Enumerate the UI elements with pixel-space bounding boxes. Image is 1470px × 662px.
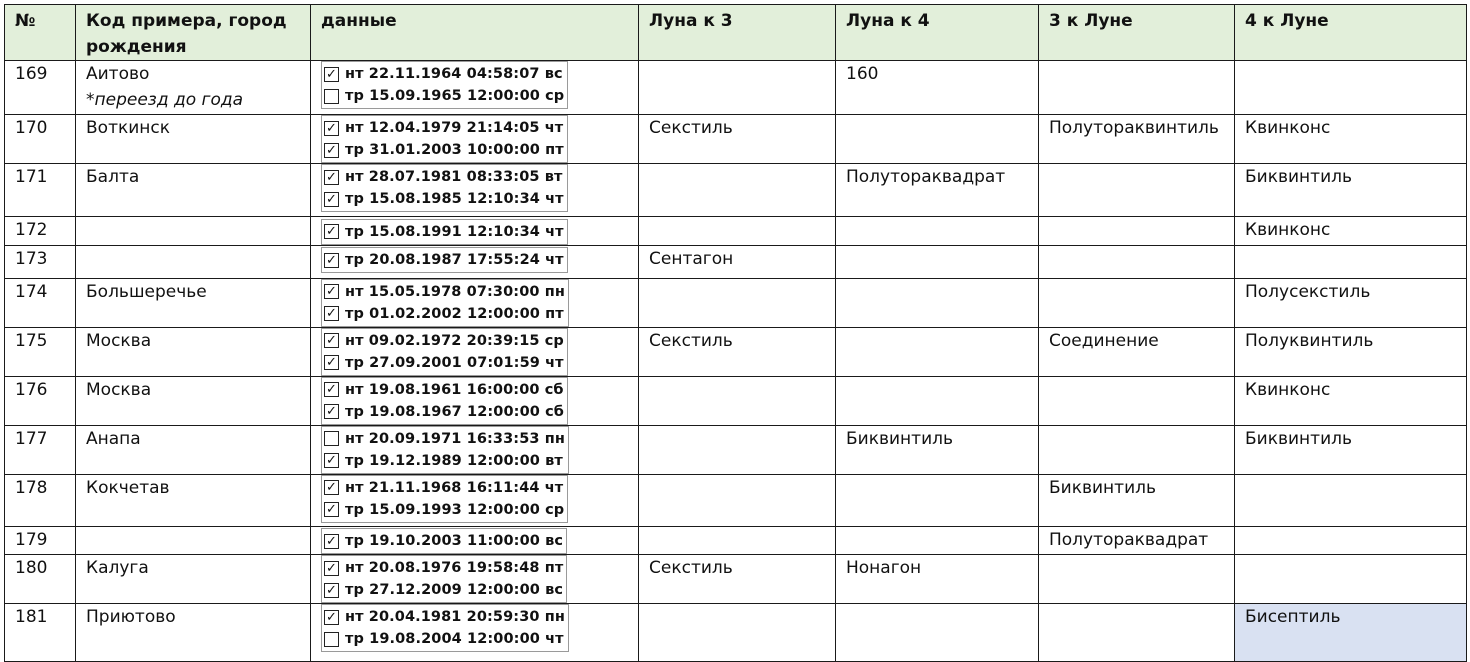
city-cell	[76, 425, 311, 474]
table-row	[5, 376, 1467, 425]
city-cell	[76, 376, 311, 425]
city-cell	[76, 245, 311, 278]
four-to-moon-cell	[1235, 61, 1467, 115]
row-number: 178	[5, 474, 76, 526]
four-to-moon-cell	[1235, 245, 1467, 278]
table-row	[5, 526, 1467, 555]
header-row	[5, 5, 1467, 61]
checkbox-label: тр 19.12.1989 12:00:00 вт	[345, 452, 563, 469]
table-row	[5, 327, 1467, 376]
checkbox-group	[321, 164, 568, 212]
moon-to-4-cell	[836, 115, 1039, 164]
three-to-moon-cell	[1039, 61, 1235, 115]
checkbox-checked-icon[interactable]: ✓	[326, 306, 337, 321]
checkbox-label: тр 19.10.2003 11:00:00 вс	[345, 533, 564, 549]
checkbox-row[interactable]	[324, 379, 564, 401]
checkbox-group	[321, 377, 568, 425]
checkbox-label: нт 09.02.1972 20:39:15 ср	[345, 332, 564, 349]
checkbox-unchecked-icon[interactable]	[324, 632, 339, 647]
checkbox-label: тр 15.09.1993 12:00:00 ср	[345, 501, 565, 518]
checkbox-group	[321, 528, 567, 554]
checkbox-checked-icon[interactable]: ✓	[326, 582, 337, 598]
checkbox-label: тр 31.01.2003 10:00:00 пт	[345, 142, 564, 158]
checkbox-checked-icon[interactable]: ✓	[326, 120, 337, 136]
checkbox-group	[321, 61, 568, 109]
checkbox-row[interactable]	[324, 303, 565, 325]
moon-to-4-cell	[836, 526, 1039, 555]
four-to-moon-cell: Бисептиль	[1235, 604, 1467, 662]
data-cell	[311, 164, 639, 217]
three-to-moon-cell	[1039, 425, 1235, 474]
checkbox-checked-icon[interactable]: ✓	[326, 191, 337, 207]
city-name: Калуга	[86, 558, 149, 578]
moon-to-3-cell	[639, 604, 836, 662]
moon-to-4-cell	[836, 217, 1039, 246]
checkbox-row[interactable]	[324, 352, 564, 374]
checkbox-group	[321, 475, 568, 523]
moon-to-3-cell	[639, 425, 836, 474]
table-row	[5, 425, 1467, 474]
checkbox-label: тр 27.09.2001 07:01:59 чт	[345, 354, 564, 371]
checkbox-checked-icon[interactable]: ✓	[326, 382, 337, 397]
row-number: 171	[5, 164, 76, 217]
city-name: Кокчетав	[86, 477, 170, 498]
checkbox-row[interactable]	[324, 450, 565, 472]
header-4-to-moon: 4 к Луне	[1235, 5, 1467, 61]
moon-to-4-cell	[836, 327, 1039, 376]
checkbox-group	[321, 328, 568, 376]
row-number: 180	[5, 555, 76, 604]
city-cell	[76, 474, 311, 526]
checkbox-checked-icon[interactable]: ✓	[326, 224, 337, 239]
checkbox-label: нт 15.05.1978 07:30:00 пн	[345, 283, 565, 300]
data-cell	[311, 327, 639, 376]
checkbox-unchecked-icon[interactable]	[324, 431, 339, 446]
checkbox-label: нт 12.04.1979 21:14:05 чт	[345, 120, 564, 136]
header-moon-to-4: Луна к 4	[836, 5, 1039, 61]
three-to-moon-cell	[1039, 278, 1235, 327]
checkbox-row[interactable]	[324, 221, 564, 243]
moon-to-4-cell: 160	[836, 61, 1039, 115]
checkbox-label: тр 15.09.1965 12:00:00 ср	[345, 88, 565, 104]
table-row	[5, 245, 1467, 278]
moon-to-4-cell	[836, 376, 1039, 425]
city-name: Большеречье	[86, 281, 207, 302]
four-to-moon-cell	[1235, 555, 1467, 604]
row-number: 179	[5, 526, 76, 555]
checkbox-group	[321, 247, 568, 273]
moon-to-3-cell	[639, 278, 836, 327]
row-number: 173	[5, 245, 76, 278]
three-to-moon-cell	[1039, 245, 1235, 278]
checkbox-group	[321, 115, 568, 163]
moon-to-4-cell	[836, 604, 1039, 662]
data-cell	[311, 376, 639, 425]
moon-to-3-cell	[639, 526, 836, 555]
checkbox-row[interactable]	[324, 85, 564, 107]
checkbox-row[interactable]	[324, 401, 564, 423]
table-row	[5, 61, 1467, 115]
three-to-moon-cell	[1039, 555, 1235, 604]
moon-to-4-cell	[836, 245, 1039, 278]
checkbox-label: нт 21.11.1968 16:11:44 чт	[345, 479, 564, 496]
city-cell	[76, 278, 311, 327]
checkbox-row[interactable]	[324, 166, 564, 188]
city-cell	[76, 555, 311, 604]
data-cell	[311, 474, 639, 526]
checkbox-row[interactable]	[324, 139, 564, 161]
four-to-moon-cell: Биквинтиль	[1235, 164, 1467, 217]
four-to-moon-cell	[1235, 526, 1467, 555]
data-cell	[311, 555, 639, 604]
moon-to-4-cell	[836, 278, 1039, 327]
row-number: 175	[5, 327, 76, 376]
table-row	[5, 217, 1467, 246]
city-cell	[76, 526, 311, 555]
checkbox-row[interactable]	[324, 557, 563, 579]
city-name: Москва	[86, 330, 152, 351]
moon-to-4-cell	[836, 474, 1039, 526]
moon-to-4-cell: Полутораквадрат	[836, 164, 1039, 217]
four-to-moon-cell: Квинконс	[1235, 115, 1467, 164]
checkbox-checked-icon[interactable]: ✓	[326, 333, 337, 348]
city-note: *переезд до года	[86, 90, 244, 110]
checkbox-group	[321, 279, 569, 327]
checkbox-checked-icon[interactable]: ✓	[326, 252, 337, 268]
data-cell	[311, 245, 639, 278]
checkbox-row[interactable]	[324, 117, 564, 139]
checkbox-row[interactable]	[324, 628, 565, 650]
checkbox-label: нт 22.11.1964 04:58:07 вс	[345, 66, 563, 82]
city-cell	[76, 61, 311, 115]
checkbox-checked-icon[interactable]: ✓	[326, 142, 337, 158]
checkbox-row[interactable]	[324, 477, 564, 499]
checkbox-checked-icon[interactable]: ✓	[326, 533, 337, 549]
checkbox-checked-icon[interactable]: ✓	[326, 66, 337, 82]
row-number: 176	[5, 376, 76, 425]
table-row	[5, 278, 1467, 327]
row-number: 174	[5, 278, 76, 327]
moon-to-3-cell: Секстиль	[639, 555, 836, 604]
checkbox-checked-icon[interactable]: ✓	[326, 404, 337, 419]
data-cell	[311, 115, 639, 164]
data-cell	[311, 425, 639, 474]
moon-to-3-cell: Сентагон	[639, 245, 836, 278]
data-cell	[311, 604, 639, 662]
table-row	[5, 474, 1467, 526]
header-3-to-moon: 3 к Луне	[1039, 5, 1235, 61]
checkbox-label: тр 19.08.2004 12:00:00 чт	[345, 631, 564, 647]
checkbox-checked-icon[interactable]: ✓	[326, 453, 337, 468]
three-to-moon-cell: Полутораквинтиль	[1039, 115, 1235, 164]
checkbox-row[interactable]	[324, 63, 564, 85]
four-to-moon-cell: Биквинтиль	[1235, 425, 1467, 474]
checkbox-label: тр 20.08.1987 17:55:24 чт	[345, 252, 564, 268]
checkbox-group	[321, 219, 568, 245]
checkbox-label: тр 19.08.1967 12:00:00 сб	[345, 403, 565, 420]
checkbox-row[interactable]	[324, 606, 565, 628]
city-name: Балта	[86, 167, 140, 187]
four-to-moon-cell	[1235, 474, 1467, 526]
city-name: Приютово	[86, 607, 176, 627]
three-to-moon-cell	[1039, 376, 1235, 425]
city-name: Анапа	[86, 428, 141, 449]
checkbox-label: тр 27.12.2009 12:00:00 вс	[345, 582, 564, 598]
data-cell	[311, 526, 639, 555]
moon-to-3-cell: Секстиль	[639, 327, 836, 376]
row-number: 172	[5, 217, 76, 246]
checkbox-label: нт 28.07.1981 08:33:05 вт	[345, 169, 563, 185]
checkbox-group	[321, 555, 567, 603]
checkbox-label: тр 15.08.1985 12:10:34 чт	[345, 191, 564, 207]
three-to-moon-cell: Полутораквадрат	[1039, 526, 1235, 555]
data-cell	[311, 61, 639, 115]
checkbox-label: нт 20.04.1981 20:59:30 пн	[345, 609, 565, 625]
row-number: 169	[5, 61, 76, 115]
four-to-moon-cell: Квинконс	[1235, 217, 1467, 246]
city-cell	[76, 115, 311, 164]
four-to-moon-cell: Квинконс	[1235, 376, 1467, 425]
city-name: Воткинск	[86, 118, 171, 138]
table-row	[5, 604, 1467, 662]
city-name: Аитово	[86, 64, 150, 84]
checkbox-row[interactable]	[324, 330, 564, 352]
moon-to-3-cell	[639, 61, 836, 115]
checkbox-checked-icon[interactable]: ✓	[326, 502, 337, 517]
checkbox-checked-icon[interactable]: ✓	[326, 609, 337, 625]
row-number: 177	[5, 425, 76, 474]
three-to-moon-cell: Биквинтиль	[1039, 474, 1235, 526]
table-row	[5, 555, 1467, 604]
checkbox-row[interactable]	[324, 428, 565, 450]
checkbox-group	[321, 426, 569, 474]
checkbox-checked-icon[interactable]: ✓	[326, 284, 337, 299]
moon-to-4-cell: Нонагон	[836, 555, 1039, 604]
data-cell	[311, 278, 639, 327]
moon-to-3-cell	[639, 474, 836, 526]
checkbox-label: нт 20.09.1971 16:33:53 пн	[345, 430, 565, 447]
three-to-moon-cell	[1039, 604, 1235, 662]
checkbox-row[interactable]	[324, 579, 563, 601]
header-number: №	[5, 5, 76, 61]
checkbox-checked-icon[interactable]: ✓	[326, 169, 337, 185]
aspects-table	[4, 4, 1467, 662]
city-cell	[76, 217, 311, 246]
city-cell	[76, 164, 311, 217]
checkbox-row[interactable]	[324, 499, 564, 521]
table-row	[5, 164, 1467, 217]
three-to-moon-cell: Соединение	[1039, 327, 1235, 376]
checkbox-label: нт 19.08.1961 16:00:00 сб	[345, 381, 564, 398]
city-cell	[76, 327, 311, 376]
four-to-moon-cell: Полусекстиль	[1235, 278, 1467, 327]
three-to-moon-cell	[1039, 217, 1235, 246]
moon-to-3-cell	[639, 376, 836, 425]
checkbox-row[interactable]	[324, 188, 564, 210]
checkbox-unchecked-icon[interactable]	[324, 89, 339, 104]
header-code-city: Код примера, город рождения	[76, 5, 311, 61]
checkbox-checked-icon[interactable]: ✓	[326, 355, 337, 370]
checkbox-label: тр 01.02.2002 12:00:00 пт	[345, 305, 564, 322]
checkbox-row[interactable]	[324, 281, 565, 303]
moon-to-3-cell	[639, 164, 836, 217]
data-cell	[311, 217, 639, 246]
checkbox-group	[321, 604, 569, 652]
checkbox-label: тр 15.08.1991 12:10:34 чт	[345, 223, 564, 240]
city-cell	[76, 604, 311, 662]
three-to-moon-cell	[1039, 164, 1235, 217]
moon-to-3-cell: Секстиль	[639, 115, 836, 164]
checkbox-checked-icon[interactable]: ✓	[326, 480, 337, 495]
header-moon-to-3: Луна к 3	[639, 5, 836, 61]
city-name: Москва	[86, 379, 152, 400]
moon-to-3-cell	[639, 217, 836, 246]
row-number: 181	[5, 604, 76, 662]
table-row	[5, 115, 1467, 164]
header-data: данные	[311, 5, 639, 61]
moon-to-4-cell: Биквинтиль	[836, 425, 1039, 474]
checkbox-row[interactable]	[324, 530, 563, 552]
checkbox-checked-icon[interactable]: ✓	[326, 560, 337, 576]
checkbox-row[interactable]	[324, 249, 564, 271]
four-to-moon-cell: Полуквинтиль	[1235, 327, 1467, 376]
row-number: 170	[5, 115, 76, 164]
checkbox-label: нт 20.08.1976 19:58:48 пт	[345, 560, 564, 576]
